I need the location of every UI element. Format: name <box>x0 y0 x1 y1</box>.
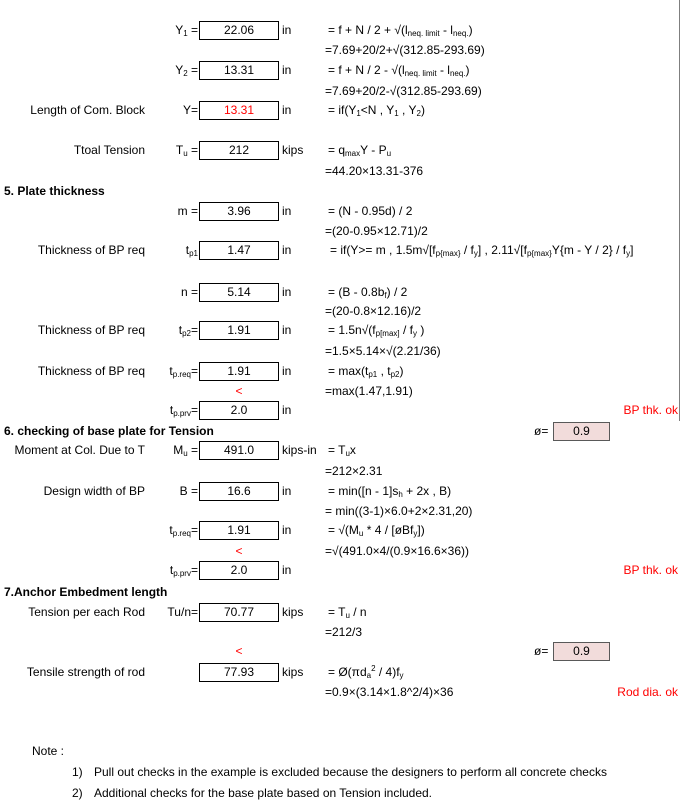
b-unit: in <box>282 484 292 498</box>
mu-calc: =212×2.31 <box>325 464 383 478</box>
b-value-cell[interactable]: 16.6 <box>199 482 279 501</box>
y2-unit: in <box>282 63 292 77</box>
row-m <box>0 201 681 221</box>
rod-strength-formula: = $Ø(\pi d_a^2 / 4)f_y$ <box>328 664 404 680</box>
tpreq-value-cell[interactable]: 1.91 <box>199 362 279 381</box>
tpreq-tension-less-than-sign: < <box>235 544 243 558</box>
tension-per-rod-calc: =212/3 <box>325 625 363 639</box>
row-section-5 <box>0 181 681 201</box>
phi-label-section-6: ø= <box>534 424 549 438</box>
row-n <box>0 282 681 302</box>
row-b-calc <box>0 501 681 521</box>
mu-value-cell[interactable]: 491.0 <box>199 441 279 460</box>
compression-block-unit: in <box>282 103 292 117</box>
row-tp1 <box>0 240 681 260</box>
y1-value-cell[interactable]: 22.06 <box>199 21 279 40</box>
row-rod-compare <box>0 641 681 661</box>
tpreq-tension-symbol: $t_{p.req}=$ <box>169 523 198 538</box>
y1-formula: = $f + N / 2 + √(l_{neq. limit} - l_{neq.})$ <box>328 23 473 38</box>
tpprv-tension-symbol: $t_{p.prv}=$ <box>169 563 198 578</box>
compression-block-value-cell[interactable]: 13.31 <box>199 101 279 120</box>
row-tp2 <box>0 320 681 340</box>
rod-strength-unit: kips <box>282 665 304 679</box>
mu-formula: = $T_ux$ <box>328 443 356 458</box>
phi-label-section-7: ø= <box>534 644 549 658</box>
row-y2-calc <box>0 81 681 101</box>
row-section-7 <box>0 582 681 602</box>
row-tension-per-rod <box>0 602 681 622</box>
row-tpreq-calc <box>0 381 681 401</box>
y2-calc: =7.69+20/2-√(312.85-293.69) <box>325 84 482 98</box>
n-unit: in <box>282 285 292 299</box>
rod-strength-status: Rod dia. ok <box>617 685 678 699</box>
tpreq-tension-formula: = $√(M_u * 4$ / [øBf$_y$]) <box>328 523 425 538</box>
n-formula: = $(B - 0.8b_f) / 2$ <box>328 285 408 300</box>
total-tension-value-cell[interactable]: 212 <box>199 141 279 160</box>
row-tpreq-tension <box>0 520 681 540</box>
tp1-value-cell[interactable]: 1.47 <box>199 241 279 260</box>
rod-strength-calc: =0.9×(3.14×1.8^2/4)×36 <box>325 685 454 699</box>
row-mu-calc <box>0 461 681 481</box>
rod-strength-label: Tensile strength of rod <box>26 665 145 679</box>
tension-per-rod-value-cell[interactable]: 70.77 <box>199 603 279 622</box>
y1-symbol: $Y_1$ = <box>175 23 198 38</box>
row-total-tension-calc <box>0 161 681 181</box>
phi-value-cell-section-7[interactable]: 0.9 <box>553 642 610 661</box>
tpprv-status: BP thk. ok <box>623 403 678 417</box>
row-tpprv <box>0 400 681 420</box>
section-5-heading: 5. Plate thickness <box>4 184 105 198</box>
y2-formula: = $f + N / 2 - √(l_{neq. limit} - l_{neq.})$ <box>328 63 470 78</box>
tension-per-rod-unit: kips <box>282 605 304 619</box>
note-text: Additional checks for the base plate based on Tension included. <box>94 786 433 800</box>
tpprv-tension-status: BP thk. ok <box>623 563 678 577</box>
y2-value-cell[interactable]: 13.31 <box>199 61 279 80</box>
tpreq-calc: =max(1.47,1.91) <box>325 384 413 398</box>
n-value-cell[interactable]: 5.14 <box>199 283 279 302</box>
mu-label: Moment at Col. Due to T <box>14 443 145 457</box>
total-tension-formula: = $q_{max}Y - P_u$ <box>328 143 392 158</box>
row-note-title <box>0 741 681 761</box>
row-n-calc <box>0 301 681 321</box>
m-calc: =(20-0.95×12.71)/2 <box>325 224 428 238</box>
row-b <box>0 481 681 501</box>
m-formula: = (N - 0.95d) / 2 <box>328 204 413 218</box>
row-tpreq-tension-calc <box>0 541 681 561</box>
row-tp2-calc <box>0 341 681 361</box>
tp2-symbol: $t_{p2}=$ <box>178 323 198 338</box>
compression-block-formula: = $if(Y_1<N$ , $Y_1$ , $Y_2$) <box>328 103 425 118</box>
row-y1 <box>0 20 681 40</box>
tpreq-label: Thickness of BP req <box>37 364 145 378</box>
tp2-formula: = $1.5n√(f_{p[max]} / f_y$ ) <box>328 323 425 338</box>
y2-symbol: $Y_2$ = <box>175 63 198 78</box>
row-section-6 <box>0 421 681 441</box>
tpprv-tension-unit: in <box>282 563 292 577</box>
tpreq-formula: = $\max(t_{p1}$ , $t_{p2}$) <box>328 364 404 379</box>
row-total-tension <box>0 140 681 160</box>
tpreq-tension-unit: in <box>282 523 292 537</box>
row-rod-strength <box>0 662 681 682</box>
n-calc: =(20-0.8×12.16)/2 <box>325 304 422 318</box>
row-tpprv-tension <box>0 560 681 580</box>
row-y1-calc <box>0 40 681 60</box>
tp1-symbol: $t_{p1}$ <box>185 243 198 258</box>
y1-unit: in <box>282 23 292 37</box>
phi-value-cell-section-6[interactable]: 0.9 <box>553 422 610 441</box>
mu-unit: kips-in <box>282 443 317 457</box>
row-y2 <box>0 60 681 80</box>
tpprv-symbol: $t_{p.prv}=$ <box>169 403 198 418</box>
tpreq-tension-value-cell[interactable]: 1.91 <box>199 521 279 540</box>
m-unit: in <box>282 204 292 218</box>
tp2-unit: in <box>282 323 292 337</box>
section-6-heading: 6. checking of base plate for Tension <box>4 424 214 438</box>
tpreq-unit: in <box>282 364 292 378</box>
row-m-calc <box>0 221 681 241</box>
tension-per-rod-symbol: Tu/n= <box>167 605 198 619</box>
tp2-value-cell[interactable]: 1.91 <box>199 321 279 340</box>
b-formula: = $\min([n - 1]s_h + 2x$ , B) <box>328 484 452 499</box>
tp1-formula: = if(Y>= m , $1.5m√[f_{p\{max\}} / f_y]$ , $2.11√[f_{p\{max\}}Y\{m$ - Y / $2\} / f_y$] <box>330 243 634 258</box>
b-calc: = min((3-1)×6.0+2×2.31,20) <box>325 504 473 518</box>
total-tension-calc: =44.20×13.31-376 <box>325 164 424 178</box>
note-title: Note : <box>32 744 65 758</box>
m-symbol: m = <box>177 204 198 218</box>
tpprv-tension-value-cell[interactable]: 2.0 <box>199 561 279 580</box>
section-7-heading: 7.Anchor Embedment length <box>4 585 168 599</box>
total-tension-symbol: $T_u$ = <box>175 143 198 158</box>
tpreq-tension-calc: =√(491.0×4/(0.9×16.6×36)) <box>325 544 470 558</box>
tension-per-rod-label: Tension per each Rod <box>28 605 145 619</box>
note-number: 1) <box>72 765 83 779</box>
tpprv-value-cell[interactable]: 2.0 <box>199 401 279 420</box>
row-rod-strength-calc <box>0 682 681 702</box>
row-tpreq <box>0 361 681 381</box>
b-symbol: B = <box>179 484 198 498</box>
tp1-unit: in <box>282 243 292 257</box>
row-tension-per-rod-calc <box>0 622 681 642</box>
compression-block-symbol: Y= <box>182 103 198 117</box>
row-compression-block <box>0 100 681 120</box>
tp2-label: Thickness of BP req <box>37 323 145 337</box>
y1-calc: =7.69+20/2+√(312.85-293.69) <box>325 43 485 57</box>
tpreq-symbol: $t_{p.req}=$ <box>169 364 198 379</box>
m-value-cell[interactable]: 3.96 <box>199 202 279 221</box>
tension-per-rod-formula: = $T_u$ / n <box>328 605 367 620</box>
compression-block-label: Length of Com. Block <box>30 103 145 117</box>
note-item <box>0 764 681 780</box>
tpprv-unit: in <box>282 403 292 417</box>
note-text: Pull out checks in the example is excluded because the designers to perform all concrete checks <box>94 765 607 779</box>
tp2-calc: =1.5×5.14×√(2.21/36) <box>325 344 441 358</box>
mu-symbol: $M_u$ = <box>173 443 198 458</box>
note-item <box>0 785 681 801</box>
rod-less-than-sign: < <box>235 644 243 658</box>
total-tension-unit: kips <box>282 143 304 157</box>
total-tension-label: Ttoal Tension <box>73 143 145 157</box>
tpreq-less-than-sign: < <box>235 384 243 398</box>
rod-strength-value-cell[interactable]: 77.93 <box>199 663 279 682</box>
tp1-label: Thickness of BP req <box>37 243 145 257</box>
note-number: 2) <box>72 786 83 800</box>
row-mu <box>0 440 681 460</box>
b-label: Design width of BP <box>43 484 145 498</box>
n-symbol: n = <box>180 285 198 299</box>
